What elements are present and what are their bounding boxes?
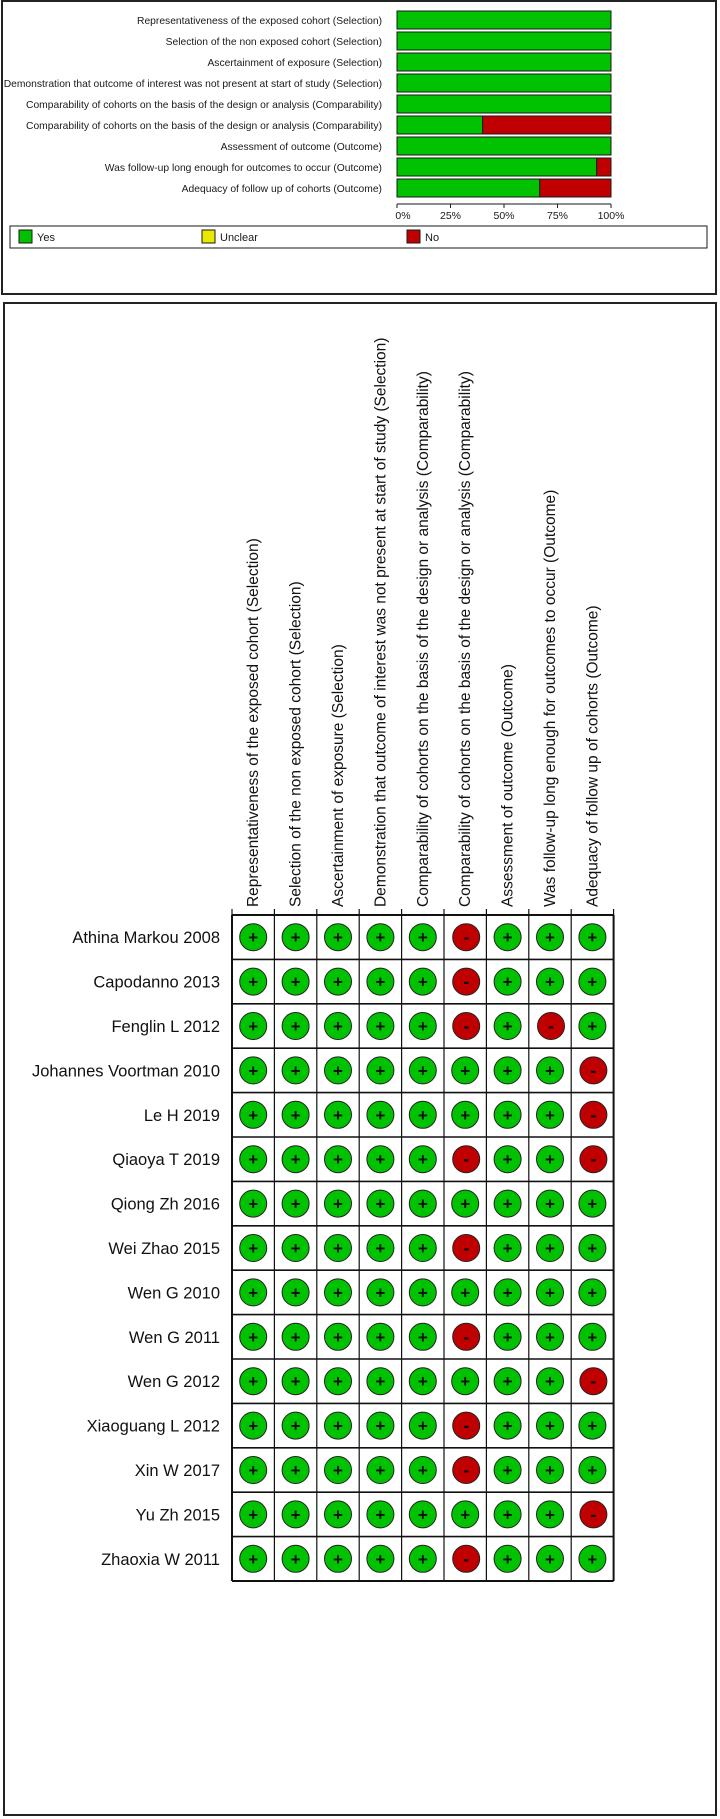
study-label: Johannes Voortman 2010 <box>31 1062 220 1081</box>
plus-icon: + <box>333 1283 343 1303</box>
bar-segment-yes <box>397 95 611 113</box>
plus-icon: + <box>545 1327 555 1347</box>
minus-icon: - <box>463 971 470 992</box>
bar-segment-yes <box>397 158 597 176</box>
plus-icon: + <box>545 1061 555 1081</box>
column-header: Selection of the non exposed cohort (Selection) <box>287 581 305 907</box>
plus-icon: + <box>333 928 343 948</box>
plus-icon: + <box>587 1461 598 1480</box>
plus-icon: + <box>417 1327 428 1347</box>
bar-category-label: Demonstration that outcome of interest was not present at start of study (Selection) <box>3 79 382 90</box>
plus-icon: + <box>460 1372 471 1392</box>
plus-icon: + <box>248 1061 259 1081</box>
plus-icon: + <box>248 1327 259 1347</box>
column-header: Demonstration that outcome of interest was not present at start of study (Selection) <box>372 337 390 907</box>
plus-icon: + <box>502 1416 513 1436</box>
plus-icon: + <box>333 1017 343 1036</box>
minus-icon: - <box>590 1371 597 1392</box>
plus-icon: + <box>290 1549 301 1569</box>
bar-category-label: Comparability of cohorts on the basis of the design or analysis (Comparability) <box>26 100 382 111</box>
plus-icon: + <box>375 1372 386 1392</box>
plus-icon: + <box>248 1461 259 1480</box>
plus-icon: + <box>375 1505 386 1525</box>
plus-icon: + <box>375 1017 386 1036</box>
risk-of-bias-graph-panel <box>1 0 717 295</box>
plus-icon: + <box>248 1505 259 1525</box>
minus-icon: - <box>590 1149 597 1170</box>
plus-icon: + <box>290 1283 301 1303</box>
plus-icon: + <box>502 1150 513 1170</box>
plus-icon: + <box>290 928 301 948</box>
plus-icon: + <box>545 1105 555 1125</box>
x-axis-tick-label: 50% <box>493 210 515 222</box>
minus-icon: - <box>463 1326 470 1347</box>
plus-icon: + <box>290 972 301 992</box>
bar-category-label: Assessment of outcome (Outcome) <box>220 142 382 153</box>
plus-icon: + <box>545 1416 555 1436</box>
plus-icon: + <box>248 1283 259 1303</box>
plus-icon: + <box>417 1017 428 1036</box>
plus-icon: + <box>375 1283 386 1303</box>
plus-icon: + <box>375 1327 386 1347</box>
plus-icon: + <box>248 1239 259 1258</box>
plus-icon: + <box>290 1505 301 1525</box>
plus-icon: + <box>248 1194 259 1214</box>
column-header: Comparability of cohorts on the basis of the design or analysis (Comparability) <box>457 371 475 907</box>
x-axis-tick-label: 0% <box>395 210 411 222</box>
plus-icon: + <box>333 1194 343 1214</box>
study-label: Qiong Zh 2016 <box>110 1195 220 1214</box>
plus-icon: + <box>502 1283 513 1303</box>
plus-icon: + <box>545 1194 555 1214</box>
plus-icon: + <box>375 972 386 992</box>
bar-category-label: Ascertainment of exposure (Selection) <box>207 58 382 69</box>
plus-icon: + <box>248 1105 259 1125</box>
plus-icon: + <box>587 1017 598 1036</box>
plus-icon: + <box>333 1461 343 1480</box>
minus-icon: - <box>463 1238 470 1258</box>
plus-icon: + <box>587 1549 598 1569</box>
bar-category-label: Comparability of cohorts on the basis of the design or analysis (Comparability) <box>26 121 382 132</box>
plus-icon: + <box>417 1416 428 1436</box>
plus-icon: + <box>248 1017 259 1036</box>
bar-category-label: Was follow-up long enough for outcomes to occur (Outcome) <box>104 163 382 174</box>
plus-icon: + <box>375 1416 386 1436</box>
plus-icon: + <box>587 1327 598 1347</box>
plus-icon: + <box>417 1239 428 1258</box>
plus-icon: + <box>333 1061 343 1081</box>
bar-segment-yes <box>397 137 611 155</box>
plus-icon: + <box>290 1372 301 1392</box>
plus-icon: + <box>333 1505 343 1525</box>
plus-icon: + <box>248 1416 259 1436</box>
plus-icon: + <box>502 972 513 992</box>
plus-icon: + <box>545 972 555 992</box>
legend-swatch-no <box>407 230 420 243</box>
column-header: Was follow-up long enough for outcomes to occur (Outcome) <box>542 489 559 907</box>
study-label: Wen G 2012 <box>127 1373 220 1392</box>
plus-icon: + <box>333 1150 343 1170</box>
bar-segment-yes <box>397 32 611 50</box>
plus-icon: + <box>417 1105 428 1125</box>
risk-of-bias-summary-panel <box>3 302 717 1816</box>
bar-segment-yes <box>397 11 611 29</box>
bar-segment-yes <box>397 74 611 92</box>
minus-icon: - <box>590 1504 597 1525</box>
plus-icon: + <box>417 1505 428 1525</box>
plus-icon: + <box>248 928 259 948</box>
plus-icon: + <box>587 928 598 948</box>
plus-icon: + <box>460 1194 471 1214</box>
plus-icon: + <box>333 1549 343 1569</box>
plus-icon: + <box>587 1283 598 1303</box>
legend-label-yes: Yes <box>37 232 55 244</box>
plus-icon: + <box>502 1194 513 1214</box>
plus-icon: + <box>290 1017 301 1036</box>
plus-icon: + <box>502 928 513 948</box>
plus-icon: + <box>333 1239 343 1258</box>
study-label: Wen G 2011 <box>128 1328 220 1347</box>
plus-icon: + <box>417 1194 428 1214</box>
bar-category-label: Selection of the non exposed cohort (Selection) <box>165 37 382 48</box>
plus-icon: + <box>502 1061 513 1081</box>
plus-icon: + <box>375 928 386 948</box>
bar-segment-no <box>540 179 611 197</box>
plus-icon: + <box>545 1372 555 1392</box>
minus-icon: - <box>463 1548 470 1569</box>
plus-icon: + <box>333 1372 343 1392</box>
plus-icon: + <box>545 1150 555 1170</box>
plus-icon: + <box>460 1283 471 1303</box>
legend-label-unclear: Unclear <box>220 232 258 244</box>
bar-segment-no <box>597 158 611 176</box>
study-label: Wen G 2010 <box>127 1284 220 1303</box>
plus-icon: + <box>545 1283 555 1303</box>
plus-icon: + <box>290 1061 301 1081</box>
plus-icon: + <box>333 1105 343 1125</box>
risk-of-bias-bar-chart <box>3 2 715 293</box>
plus-icon: + <box>460 1505 471 1525</box>
minus-icon: - <box>590 1104 597 1125</box>
bar-category-label: Representativeness of the exposed cohort (Selection) <box>137 16 382 27</box>
bar-segment-yes <box>397 179 540 197</box>
plus-icon: + <box>545 1461 555 1480</box>
minus-icon: - <box>463 1415 470 1436</box>
plus-icon: + <box>502 1327 513 1347</box>
plus-icon: + <box>545 1505 555 1525</box>
plus-icon: + <box>417 1372 428 1392</box>
x-axis-tick-label: 75% <box>546 210 569 222</box>
plus-icon: + <box>290 1150 301 1170</box>
plus-icon: + <box>417 1549 428 1569</box>
plus-icon: + <box>502 1017 513 1036</box>
study-label: Xiaoguang L 2012 <box>86 1417 220 1436</box>
plus-icon: + <box>502 1461 513 1480</box>
plus-icon: + <box>248 1549 259 1569</box>
column-header: Adequacy of follow up of cohorts (Outcome) <box>584 605 602 907</box>
plus-icon: + <box>502 1105 513 1125</box>
study-label: Capodanno 2013 <box>93 973 220 992</box>
study-label: Zhaoxia W 2011 <box>101 1550 220 1569</box>
minus-icon: - <box>463 1149 470 1170</box>
plus-icon: + <box>587 972 598 992</box>
plus-icon: + <box>417 928 428 948</box>
plus-icon: + <box>417 1461 428 1480</box>
plus-icon: + <box>333 972 343 992</box>
plus-icon: + <box>545 1239 555 1258</box>
legend-label-no: No <box>425 232 440 244</box>
plus-icon: + <box>417 1061 428 1081</box>
plus-icon: + <box>502 1372 513 1392</box>
plus-icon: + <box>545 928 555 948</box>
plus-icon: + <box>333 1416 343 1436</box>
plus-icon: + <box>460 1061 471 1081</box>
plus-icon: + <box>290 1416 301 1436</box>
minus-icon: - <box>590 1060 597 1081</box>
plus-icon: + <box>375 1105 386 1125</box>
x-axis-tick-label: 100% <box>597 210 625 222</box>
plus-icon: + <box>375 1194 386 1214</box>
study-label: Athina Markou 2008 <box>72 929 220 948</box>
bar-segment-no <box>483 116 611 134</box>
plus-icon: + <box>502 1549 513 1569</box>
plus-icon: + <box>375 1461 386 1480</box>
plus-icon: + <box>248 1372 259 1392</box>
plus-icon: + <box>417 972 428 992</box>
plus-icon: + <box>587 1416 598 1436</box>
legend-swatch-unclear <box>202 230 215 243</box>
study-label: Fenglin L 2012 <box>111 1018 220 1036</box>
plus-icon: + <box>375 1061 386 1081</box>
bar-segment-yes <box>397 116 483 134</box>
study-label: Yu Zh 2015 <box>135 1506 220 1525</box>
plus-icon: + <box>333 1327 343 1347</box>
column-header: Comparability of cohorts on the basis of the design or analysis (Comparability) <box>414 371 432 907</box>
study-label: Le H 2019 <box>143 1106 220 1125</box>
plus-icon: + <box>290 1461 301 1480</box>
study-label: Qiaoya T 2019 <box>112 1151 220 1170</box>
plus-icon: + <box>290 1194 301 1214</box>
plus-icon: + <box>545 1549 555 1569</box>
column-header: Ascertainment of exposure (Selection) <box>330 644 347 907</box>
plus-icon: + <box>417 1283 428 1303</box>
plus-icon: + <box>587 1194 598 1214</box>
plus-icon: + <box>375 1549 386 1569</box>
bar-category-label: Adequacy of follow up of cohorts (Outcome) <box>181 184 382 195</box>
plus-icon: + <box>290 1105 301 1125</box>
plus-icon: + <box>375 1150 386 1170</box>
study-label: Wei Zhao 2015 <box>108 1240 220 1258</box>
legend-swatch-yes <box>19 230 32 243</box>
legend-box <box>10 226 707 248</box>
plus-icon: + <box>417 1150 428 1170</box>
plus-icon: + <box>248 972 259 992</box>
minus-icon: - <box>463 1016 470 1036</box>
plus-icon: + <box>290 1327 301 1347</box>
x-axis-tick-label: 25% <box>439 210 462 222</box>
plus-icon: + <box>587 1239 598 1258</box>
plus-icon: + <box>460 1105 471 1125</box>
minus-icon: - <box>548 1016 554 1036</box>
study-label: Xin W 2017 <box>134 1462 220 1480</box>
plus-icon: + <box>502 1239 513 1258</box>
minus-icon: - <box>463 1460 470 1480</box>
risk-of-bias-summary-grid <box>5 304 715 1814</box>
minus-icon: - <box>463 927 470 948</box>
column-header: Representativeness of the exposed cohort (Selection) <box>245 538 263 907</box>
plus-icon: + <box>290 1239 301 1258</box>
plus-icon: + <box>375 1239 386 1258</box>
bar-segment-yes <box>397 53 611 71</box>
column-header: Assessment of outcome (Outcome) <box>499 664 517 907</box>
plus-icon: + <box>248 1150 259 1170</box>
plus-icon: + <box>502 1505 513 1525</box>
